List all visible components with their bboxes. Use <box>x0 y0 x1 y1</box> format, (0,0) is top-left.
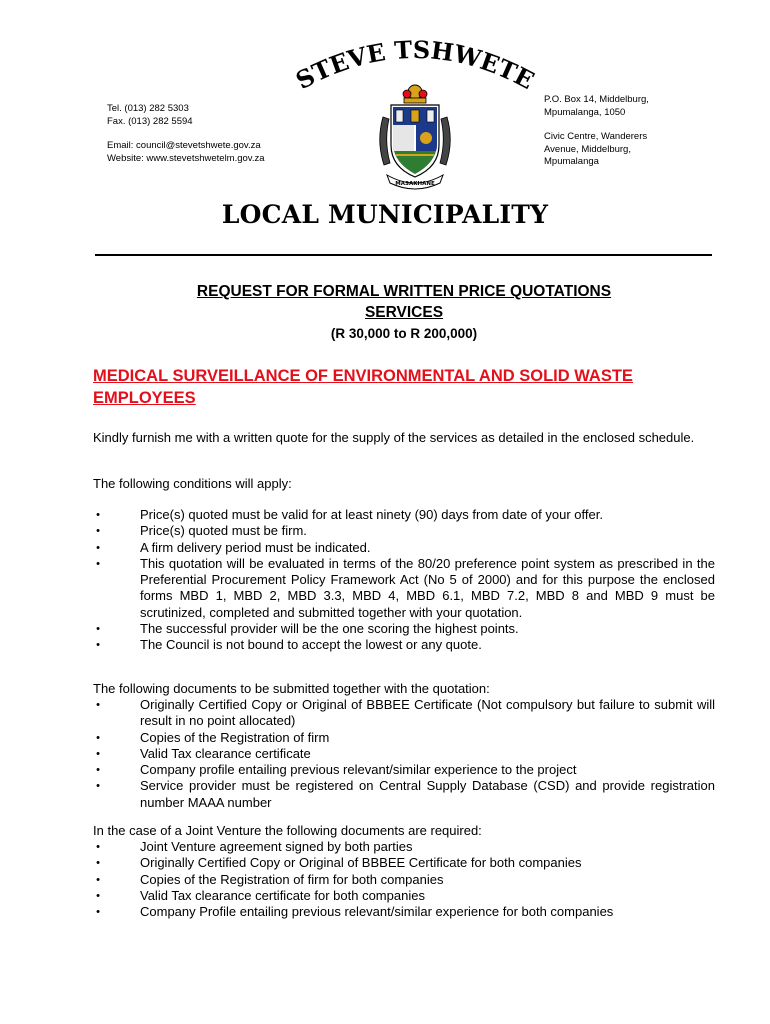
price-range: (R 30,000 to R 200,000) <box>330 326 478 341</box>
contact-right <box>544 94 649 169</box>
list-item: • Valid Tax clearance certificate <box>93 746 715 762</box>
addr-line-2: Avenue, Middelburg, <box>544 143 631 155</box>
po-line-2: Mpumalanga, 1050 <box>544 106 626 118</box>
contact-left <box>107 103 265 165</box>
bullet-icon: • <box>96 541 100 554</box>
list-item: • Originally Certified Copy or Original of BBBEE Certificate for both companies <box>93 855 715 871</box>
conditions-heading: The following conditions will apply: <box>93 476 292 491</box>
crest-motto: MASAKHANE <box>395 181 435 187</box>
joint-venture-heading: In the case of a Joint Venture the following documents are required: <box>93 823 482 838</box>
tel-line: Tel. (013) 282 5303 <box>107 103 189 114</box>
bullet-icon: • <box>96 699 100 711</box>
bullet-icon: • <box>96 780 100 793</box>
list-item: • Joint Venture agreement signed by both parties <box>93 839 715 855</box>
list-item: • Copies of the Registration of firm <box>93 730 715 746</box>
list-item: • Service provider must be registered on Central Supply Database (CSD) and provide registration number MAAA number <box>93 778 715 811</box>
intro-paragraph: Kindly furnish me with a written quote for the supply of the services as detailed in the enclosed schedule. <box>93 430 695 445</box>
list-item: • The Council is not bound to accept the lowest or any quote. <box>93 637 715 653</box>
bullet-icon: • <box>96 557 100 570</box>
list-item: • Price(s) quoted must be firm. <box>93 523 715 539</box>
bullet-icon: • <box>96 731 100 744</box>
bullet-icon: • <box>96 764 100 777</box>
list-item: • Company profile entailing previous relevant/similar experience to the project <box>93 762 715 778</box>
request-title-line1: REQUEST FOR FORMAL WRITTEN PRICE QUOTATIONS <box>196 283 612 300</box>
header-divider <box>95 254 712 256</box>
bullet-icon: • <box>96 889 100 902</box>
documents-heading: The following documents to be submitted together with the quotation: <box>93 681 490 696</box>
list-item: • Originally Certified Copy or Original of BBBEE Certificate (Not compulsory but failure to submit will result in no point allocated) <box>93 697 715 730</box>
joint-venture-list <box>93 839 715 920</box>
request-title-line2: SERVICES <box>364 304 444 321</box>
subject-heading: MEDICAL SURVEILLANCE OF ENVIRONMENTAL AND SOLID WASTE EMPLOYEES <box>93 367 633 407</box>
bullet-icon: • <box>96 639 100 652</box>
bullet-icon: • <box>96 509 100 521</box>
website-line: Website: www.stevetshwetelm.gov.za <box>107 152 265 164</box>
bullet-icon: • <box>96 906 100 919</box>
list-item: • This quotation will be evaluated in terms of the 80/20 preference point system as prescribed in the Preferential Procurement Policy Framework Act (No 5 of 2000) and for this purpose the enclosed forms MBD 1, MBD 2, MBD 3.3, MBD 4, MBD 6.1, MBD 7.2, MBD 8 and MBD 9 must be scrutinized, completed and submitted together with your quotation. <box>93 556 715 621</box>
bullet-icon: • <box>96 857 100 870</box>
local-municipality-title: LOCAL MUNICIPALITY <box>221 200 549 229</box>
list-item: • A firm delivery period must be indicated. <box>93 540 715 556</box>
arc-title-text: STEVE TSHWETE <box>290 34 539 96</box>
po-line-1: P.O. Box 14, Middelburg, <box>544 94 649 105</box>
bullet-icon: • <box>96 525 100 538</box>
bullet-icon: • <box>96 747 100 760</box>
list-item: • Valid Tax clearance certificate for both companies <box>93 888 715 904</box>
addr-line-1: Civic Centre, Wanderers <box>544 131 648 142</box>
municipal-crest-emblem <box>374 79 456 193</box>
conditions-list <box>93 507 715 654</box>
bullet-icon: • <box>96 623 100 636</box>
bullet-icon: • <box>96 873 100 886</box>
documents-list <box>93 697 715 811</box>
email-line: Email: council@stevetshwete.gov.za <box>107 140 261 151</box>
list-item: • Company Profile entailing previous relevant/similar experience for both companies <box>93 904 715 920</box>
bullet-icon: • <box>96 841 100 853</box>
fax-line: Fax. (013) 282 5594 <box>107 115 193 127</box>
addr-line-3: Mpumalanga <box>544 156 599 167</box>
list-item: • Copies of the Registration of firm for both companies <box>93 872 715 888</box>
list-item: • Price(s) quoted must be valid for at least ninety (90) days from date of your offer. <box>93 507 715 523</box>
list-item: • The successful provider will be the one scoring the highest points. <box>93 621 715 637</box>
